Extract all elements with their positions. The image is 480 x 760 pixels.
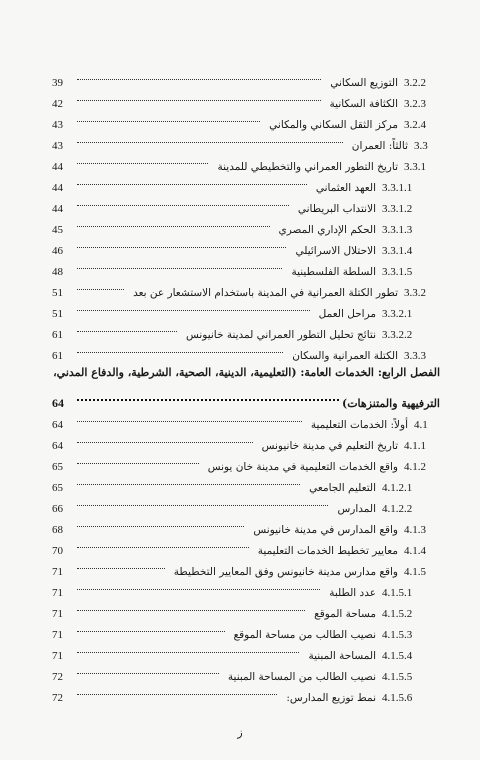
leader-dots — [77, 247, 282, 269]
leader-dots — [77, 205, 270, 227]
toc-entry-number: 4.1.4 — [404, 545, 426, 557]
toc-entry-title: واقع المدارس في مدينة خانيونس — [253, 524, 398, 536]
leader-dots — [77, 610, 225, 632]
chapter-heading-line1: الفصل الرابع: الخدمات العامة: (التعليمية، الدينية، الصحية، الشرطية، والدفاع المدني، — [53, 366, 440, 379]
toc-entry-title: الكثافة السكانية — [329, 98, 398, 110]
toc-entry-title: الحكم الإداري المصري — [278, 224, 376, 236]
toc-entry-title: الاحتلال الاسرائيلي — [295, 245, 376, 257]
leader-dots — [77, 463, 300, 485]
toc-section-chapter-3 — [52, 64, 440, 362]
toc-entry-page-number: 65 — [52, 461, 63, 473]
toc-entry-number: 3.2.2 — [404, 77, 426, 89]
toc-entry-title: معايير تخطيط الخدمات التعليمية — [257, 545, 398, 557]
leader-dots — [77, 79, 321, 101]
toc-entry-number: 4.1.3 — [404, 524, 426, 536]
toc-entry-page-number: 44 — [52, 203, 63, 215]
toc-entry-number: 4.1.2.1 — [382, 482, 413, 494]
toc-entry-title: تطور الكتلة العمرانية في المدينة باستخدام الاستشعار عن بعد — [133, 287, 398, 299]
toc-entry-number: 4.1.5.2 — [382, 608, 413, 620]
leader-dots — [77, 568, 320, 590]
leader-dots — [77, 442, 199, 464]
toc-entry-title: عدد الطلبة — [329, 587, 376, 599]
toc-entry-number: 3.2.3 — [404, 98, 426, 110]
toc-entry-page-number: 61 — [52, 350, 63, 362]
toc-entry-number: 3.2.4 — [404, 119, 426, 131]
toc-entry-number: 4.1.5 — [404, 566, 426, 578]
toc-entry-title: المساحة المبنية — [308, 650, 376, 662]
leader-dots — [77, 310, 177, 332]
toc-entry-title: التعليم الجامعي — [309, 482, 376, 494]
toc-entry-page-number: 45 — [52, 224, 63, 236]
toc-entry-number: 3.3.2.1 — [382, 308, 413, 320]
toc-entry-page-number: 48 — [52, 266, 63, 278]
leader-dots — [77, 163, 307, 185]
toc-entry-number: 3.3.3 — [404, 350, 426, 362]
leader-dots — [77, 589, 305, 611]
leader-dots — [77, 421, 253, 443]
toc-entry-page-number: 44 — [52, 161, 63, 173]
toc-entry-number: 4.1.1 — [404, 440, 426, 452]
toc-entry-number: 3.3.1.1 — [382, 182, 413, 194]
toc-entry-number: 4.1.5.1 — [382, 587, 413, 599]
toc-entry-page-number: 43 — [52, 119, 63, 131]
toc-entry-page-number: 71 — [52, 650, 63, 662]
toc-entry-page-number: 64 — [52, 440, 63, 452]
toc-entry-number: 3.3.1.4 — [382, 245, 413, 257]
toc-entry-number: 3.3.1 — [404, 161, 426, 173]
leader-dots — [77, 100, 260, 122]
toc-entry-number: 3.3.2 — [404, 287, 426, 299]
leader-dots — [77, 631, 299, 653]
toc-entry-page-number: 70 — [52, 545, 63, 557]
toc-entry-title: مركز الثقل السكاني والمكاني — [269, 119, 398, 131]
leader-dots — [77, 331, 283, 353]
toc-entry-title: العهد العثماني — [315, 182, 376, 194]
toc-entry-page-number: 42 — [52, 98, 63, 110]
toc-entry-number: 4.1 — [414, 419, 428, 431]
chapter-page-number: 64 — [52, 396, 64, 410]
toc-entry-title: ثالثاً: العمران — [351, 140, 408, 152]
leader-dots — [77, 526, 249, 548]
toc-entry-page-number: 71 — [52, 587, 63, 599]
toc-entry-number: 4.1.5.6 — [382, 692, 413, 704]
toc-entry-title: التوزيع السكاني — [330, 77, 398, 89]
toc-entry-title: تاريخ التعليم في مدينة خانيونس — [261, 440, 398, 452]
leader-dots — [77, 484, 328, 506]
toc-entry-number: 3.3.2.2 — [382, 329, 413, 341]
toc-entry-number: 3.3.1.3 — [382, 224, 413, 236]
toc-entry-number: 4.1.5.3 — [382, 629, 413, 641]
leader-dots — [77, 289, 310, 311]
leader-dots — [77, 268, 124, 290]
toc-entry-page-number: 66 — [52, 503, 63, 515]
toc-section-chapter-4 — [52, 406, 440, 704]
toc-entry-page-number: 71 — [52, 608, 63, 620]
toc-entry-title: نمط توزيع المدارس: — [286, 692, 376, 704]
leader-dots — [77, 547, 165, 569]
leader-dots — [77, 121, 343, 143]
toc-entry-page-number: 68 — [52, 524, 63, 536]
toc-entry-number: 4.1.2 — [404, 461, 426, 473]
toc-entry-title: تاريخ التطور العمراني والتخطيطي للمدينة — [217, 161, 398, 173]
toc-entry-page-number: 65 — [52, 482, 63, 494]
page-footer-letter: ز — [237, 726, 243, 739]
toc-entry-title: مساحة الموقع — [314, 608, 376, 620]
leader-dots — [77, 226, 286, 248]
leader-dots — [77, 58, 321, 80]
toc-entry-title: واقع مدارس مدينة خانيونس وفق المعايير التخطيطة — [173, 566, 398, 578]
toc-entry-number: 3.3 — [414, 140, 428, 152]
leader-dots — [77, 184, 289, 206]
toc-entry-page-number: 44 — [52, 182, 63, 194]
chapter-heading-line2: الترفيهية والمتنزهات) — [342, 397, 440, 410]
toc-entry-number: 3.3.1.5 — [382, 266, 413, 278]
toc-entry-number: 4.1.2.2 — [382, 503, 413, 515]
toc-entry-page-number: 72 — [52, 671, 63, 683]
leader-dots — [77, 505, 244, 527]
toc-entry-number: 3.3.1.2 — [382, 203, 413, 215]
toc-entry-page-number: 51 — [52, 287, 63, 299]
toc-entry-page-number: 64 — [52, 419, 63, 431]
leader-dots — [77, 652, 219, 674]
leader-dots — [77, 400, 302, 422]
toc-entry-page-number: 71 — [52, 566, 63, 578]
toc-entry-page-number: 46 — [52, 245, 63, 257]
toc-entry-title: نتائج تحليل التطور العمراني لمدينة خانيونس — [185, 329, 376, 341]
toc-entry-page-number: 72 — [52, 692, 63, 704]
toc-entry-title: السلطة الفلسطينية — [291, 266, 376, 278]
toc-entry-title: نصيب الطالب من المساحة المبنية — [227, 671, 376, 683]
toc-entry-title: الكتلة العمرانية والسكان — [292, 350, 398, 362]
toc-entry-page-number: 51 — [52, 308, 63, 320]
toc-entry-page-number: 61 — [52, 329, 63, 341]
toc-entry-title: أولاً: الخدمات التعليمية — [310, 419, 408, 431]
leader-dots — [77, 142, 208, 164]
toc-entry-title: الانتداب البريطاني — [297, 203, 376, 215]
leader-dots — [77, 673, 277, 695]
leader-dots — [77, 378, 339, 401]
toc-entry-title: المدارس — [337, 503, 376, 515]
toc-entry-number: 4.1.5.5 — [382, 671, 413, 683]
toc-entry-title: واقع الخدمات التعليمية في مدينة خان يونس — [207, 461, 398, 473]
toc-entry-page-number: 71 — [52, 629, 63, 641]
toc-entry-page-number: 39 — [52, 77, 63, 89]
toc-entry-title: مراحل العمل — [318, 308, 376, 320]
toc-entry-number: 4.1.5.4 — [382, 650, 413, 662]
toc-entry-title: نصيب الطالب من مساحة الموقع — [233, 629, 376, 641]
toc-entry-page-number: 43 — [52, 140, 63, 152]
table-of-contents — [52, 64, 440, 704]
